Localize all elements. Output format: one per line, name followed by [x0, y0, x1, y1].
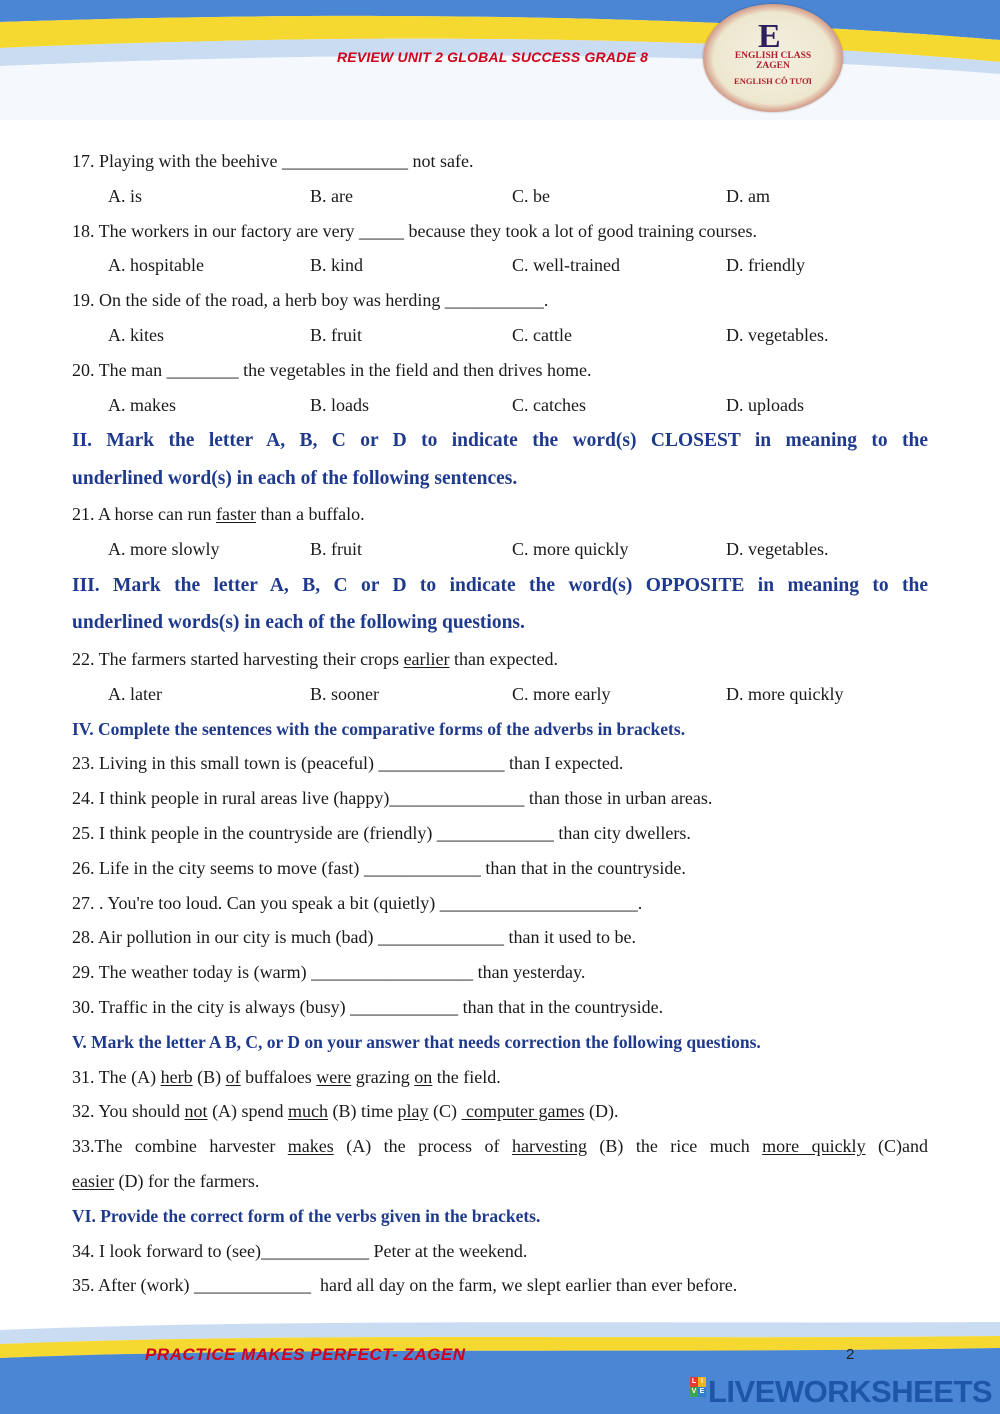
q33-text: (A) the process of — [333, 1136, 512, 1157]
underlined-d[interactable]: easier — [72, 1170, 114, 1191]
section-2-heading-line-2: underlined word(s) in each of the following sentences. — [72, 467, 518, 489]
section-6-heading: VI. Provide the correct form of the verbs given in the brackets. — [72, 1205, 541, 1226]
question-24[interactable]: 24. I think people in rural areas live (happy)_______________ than those in urban areas. — [72, 788, 713, 809]
underlined-c[interactable]: play — [397, 1101, 429, 1122]
options-20 — [72, 388, 928, 423]
question-19: 19. On the side of the road, a herb boy was herding ___________. — [72, 290, 549, 311]
option-a[interactable]: A. is — [108, 185, 143, 206]
question-23[interactable]: 23. Living in this small town is (peaceful) ______________ than I expected. — [72, 753, 624, 774]
q33-text: (C)and — [865, 1136, 929, 1157]
option-c[interactable]: C. well-trained — [512, 255, 620, 276]
option-c[interactable]: C. cattle — [512, 324, 572, 345]
question-25[interactable]: 25. I think people in the countryside are (friendly) _____________ than city dwellers. — [72, 822, 691, 843]
underlined-b[interactable]: of — [225, 1066, 241, 1087]
option-b[interactable]: B. fruit — [310, 324, 362, 345]
question-21-text: 21. A horse can run — [72, 504, 216, 525]
question-27[interactable]: 27. . You're too loud. Can you speak a bit (quietly) ______________________. — [72, 892, 643, 913]
section-3-heading-line-1: III. Mark the letter A, B, C or D to indicate the word(s) OPPOSITE in meaning to the — [72, 574, 928, 596]
option-a[interactable]: A. kites — [108, 324, 164, 345]
q32-text: (A) spend — [207, 1101, 289, 1122]
option-a[interactable]: A. later — [108, 683, 162, 704]
logo-letter: E — [758, 18, 781, 55]
option-d[interactable]: D. uploads — [726, 394, 804, 415]
q32-text: (B) time — [328, 1101, 398, 1122]
option-c[interactable]: C. be — [512, 185, 550, 206]
worksheet-content — [72, 144, 928, 1303]
question-35[interactable]: 35. After (work) _____________ hard all day on the farm, we slept earlier than ever before. — [72, 1275, 738, 1296]
underlined-a[interactable]: herb — [160, 1066, 193, 1087]
option-b[interactable]: B. sooner — [310, 683, 379, 704]
option-c[interactable]: C. catches — [512, 394, 586, 415]
icon-letter: L — [691, 1378, 697, 1385]
question-22 — [72, 642, 928, 677]
section-5-heading: V. Mark the letter A B, C, or D on your answer that needs correction the following questions. — [72, 1031, 761, 1052]
question-26[interactable]: 26. Life in the city seems to move (fast) _____________ than that in the countryside. — [72, 857, 686, 878]
q32-text: (D). — [584, 1101, 619, 1122]
question-17: 17. Playing with the beehive ______________ not safe. — [72, 151, 474, 171]
q32-text: (C) — [428, 1101, 462, 1122]
q33-text: (D) for the farmers. — [113, 1170, 260, 1191]
footer-motto: PRACTICE MAKES PERFECT- ZAGEN — [145, 1345, 466, 1364]
underlined-word: faster — [215, 504, 256, 525]
question-31 — [72, 1060, 928, 1095]
q32-text: 32. You should — [72, 1101, 185, 1122]
page-number: 2 — [846, 1346, 855, 1363]
question-33-line-2 — [72, 1164, 928, 1199]
logo-line-1: ENGLISH CLASS ZAGEN — [734, 51, 812, 71]
question-22-text: 22. The farmers started harvesting their crops — [72, 648, 404, 669]
q33-text: (B) the rice much — [586, 1136, 763, 1157]
option-a[interactable]: A. makes — [108, 394, 176, 415]
option-b[interactable]: B. kind — [310, 255, 364, 276]
question-18: 18. The workers in our factory are very _____ because they took a lot of good training courses. — [72, 220, 757, 241]
question-28[interactable]: 28. Air pollution in our city is much (bad) ______________ than it used to be. — [72, 927, 636, 948]
underlined-b[interactable]: harvesting — [511, 1136, 587, 1157]
document-title: REVIEW UNIT 2 GLOBAL SUCCESS GRADE 8 — [337, 49, 649, 65]
q31-text: (B) — [192, 1066, 226, 1087]
question-32 — [72, 1094, 928, 1129]
underlined-word: earlier — [403, 648, 450, 669]
section-2-heading-line-1: II. Mark the letter A, B, C or D to indicate the word(s) CLOSEST in meaning to the — [72, 430, 928, 452]
question-22-text-end: than expected. — [449, 648, 558, 669]
q31-text: grazing — [351, 1066, 415, 1087]
class-logo — [703, 4, 843, 112]
liveworksheets-logo[interactable] — [690, 1374, 992, 1410]
underlined-c[interactable]: more quickly — [762, 1136, 866, 1157]
question-21-text-end: than a buffalo. — [255, 504, 365, 525]
liveworksheets-icon — [690, 1377, 706, 1407]
options-18 — [72, 248, 928, 283]
question-20: 20. The man ________ the vegetables in the field and then drives home. — [72, 359, 592, 380]
option-d[interactable]: D. more quickly — [726, 683, 844, 704]
option-d[interactable]: D. am — [726, 185, 770, 206]
option-c[interactable]: C. more quickly — [512, 539, 629, 560]
options-19 — [72, 318, 928, 353]
q31-text: 31. The (A) — [72, 1066, 161, 1087]
icon-letter: E — [699, 1388, 705, 1395]
question-29[interactable]: 29. The weather today is (warm) __________________ than yesterday. — [72, 962, 586, 983]
option-d[interactable]: D. vegetables. — [726, 539, 829, 560]
options-21 — [72, 532, 928, 567]
q33-text: 33.The combine harvester — [72, 1136, 288, 1157]
question-21 — [72, 497, 928, 532]
q31-text: the field. — [432, 1066, 501, 1087]
option-c[interactable]: C. more early — [512, 683, 611, 704]
options-22 — [72, 677, 928, 712]
icon-letter: V — [691, 1388, 697, 1395]
option-a[interactable]: A. more slowly — [108, 539, 220, 560]
q31-text: buffaloes — [240, 1066, 317, 1087]
question-34[interactable]: 34. I look forward to (see)____________ Peter at the weekend. — [72, 1240, 528, 1261]
option-b[interactable]: B. loads — [310, 394, 370, 415]
option-d[interactable]: D. friendly — [726, 255, 805, 276]
options-17 — [72, 179, 928, 214]
option-d[interactable]: D. vegetables. — [726, 324, 829, 345]
underlined-a[interactable]: not — [184, 1101, 208, 1122]
underlined-b[interactable]: much — [288, 1101, 329, 1122]
icon-letter: I — [698, 1377, 706, 1387]
underlined-a[interactable]: makes — [287, 1136, 334, 1157]
section-3-heading-line-2: underlined words(s) in each of the following questions. — [72, 612, 525, 634]
option-b[interactable]: B. are — [310, 185, 353, 206]
underlined-d[interactable]: computer games — [461, 1101, 585, 1122]
underlined-d[interactable]: on — [414, 1066, 433, 1087]
logo-line-2: ENGLISH CÔ TƯƠI — [734, 76, 812, 86]
option-b[interactable]: B. fruit — [310, 539, 362, 560]
option-a[interactable]: A. hospitable — [108, 255, 204, 276]
question-30[interactable]: 30. Traffic in the city is always (busy) ____________ than that in the countryside. — [72, 996, 664, 1017]
section-4-heading: IV. Complete the sentences with the comparative forms of the adverbs in brackets. — [72, 718, 686, 739]
underlined-c[interactable]: were — [316, 1066, 352, 1087]
liveworksheets-brand: LIVEWORKSHEETS — [708, 1374, 993, 1409]
question-33-line-1 — [72, 1129, 928, 1164]
